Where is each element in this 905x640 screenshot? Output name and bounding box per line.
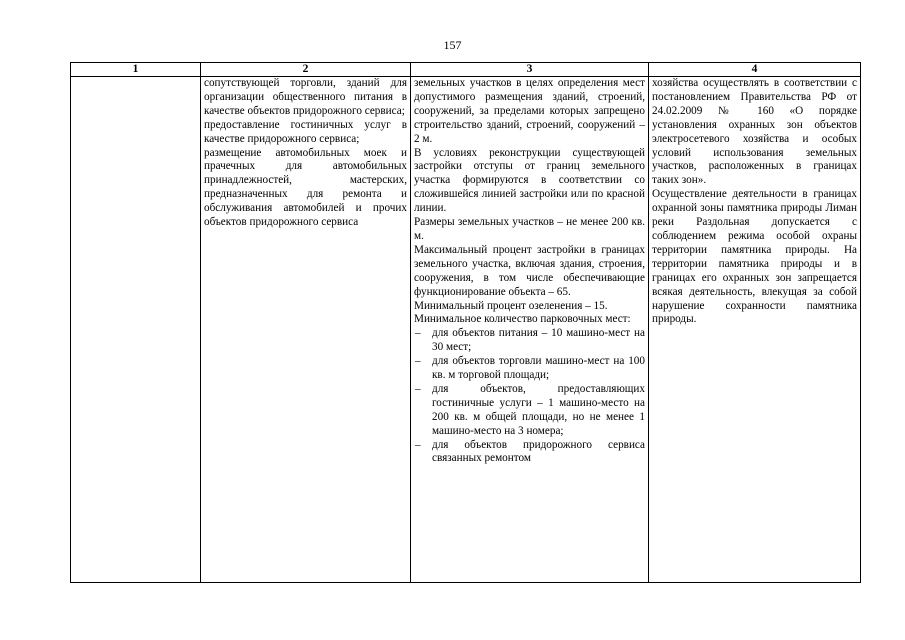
- cell-col4: [649, 77, 861, 583]
- restriction-text: хозяйства осуществлять в соответствии с постановлением Правительства РФ от 24.02.2009 № 160 «О порядке установления охранных зон объектов электросетевого хозяйства и особых условий использования земельных участков, расположенных в границах таких зон».: [652, 77, 857, 187]
- list-item: – для объектов, предоставляющих гостиничные услуги – 1 машино-место на 200 кв. м общей площади, но не менее 1 машино-место на 3 номера;: [414, 383, 645, 439]
- table-header-row: [71, 63, 861, 77]
- permitted-use-text: размещение автомобильных моек и прачечных для автомобильных принадлежностей, мастерских, предназначенных для ремонта и обслуживания автомобилей и прочих объектов придорожного сервиса: [204, 146, 407, 229]
- list-item: – для объектов питания – 10 машино-мест на 30 мест;: [414, 327, 645, 355]
- cell-col3: [411, 77, 649, 583]
- parking-requirements-list: [414, 327, 645, 466]
- parameter-text: Минимальное количество парковочных мест:: [414, 313, 631, 326]
- column-header-1: 1: [71, 63, 201, 77]
- parameter-text: В условиях реконструкции существующей застройки отступы от границ земельного участка формируются в соответствии со сложившейся линией застройки или по красной линии.: [414, 146, 645, 215]
- regulations-table: [70, 62, 861, 583]
- parameter-text: Минимальный процент озеленения – 15.: [414, 299, 608, 312]
- column-header-4: 4: [649, 63, 861, 77]
- column-header-3: 3: [411, 63, 649, 77]
- permitted-use-text: предоставление гостиничных услуг в качестве придорожного сервиса;: [204, 118, 407, 145]
- table-row: [71, 77, 861, 583]
- list-item: – для объектов торговли машино-мест на 100 кв. м торговой площади;: [414, 355, 645, 383]
- column-header-2: 2: [201, 63, 411, 77]
- cell-col1: [71, 77, 201, 583]
- restriction-text: Осуществление деятельности в границах охранной зоны памятника природы Лиман реки Раздольная допускается с соблюдением режима особой охраны территории памятника природы. На территории памятника природы и в границах его охранных зон запрещается всякая деятельность, влекущая за собой нарушение сохранности памятника природы.: [652, 188, 857, 326]
- page-number: 157: [443, 38, 462, 52]
- parameter-text: Размеры земельных участков – не менее 200 кв. м.: [414, 216, 645, 242]
- list-item: – для объектов придорожного сервиса связанных ремонтом: [414, 439, 645, 467]
- parameter-text: Максимальный процент застройки в границах земельного участка, включая здания, строения, сооружения, в том числе обеспечивающие функционирование объекта – 65.: [414, 243, 645, 298]
- parameter-text: земельных участков в целях определения мест допустимого размещения зданий, строений, сооружений, за пределами которых запрещено строительство зданий, строений, сооружений – 2 м.: [414, 77, 645, 145]
- cell-col2: [201, 77, 411, 583]
- permitted-use-text: сопутствующей торговли, зданий для организации общественного питания в качестве объектов придорожного сервиса;: [204, 77, 407, 117]
